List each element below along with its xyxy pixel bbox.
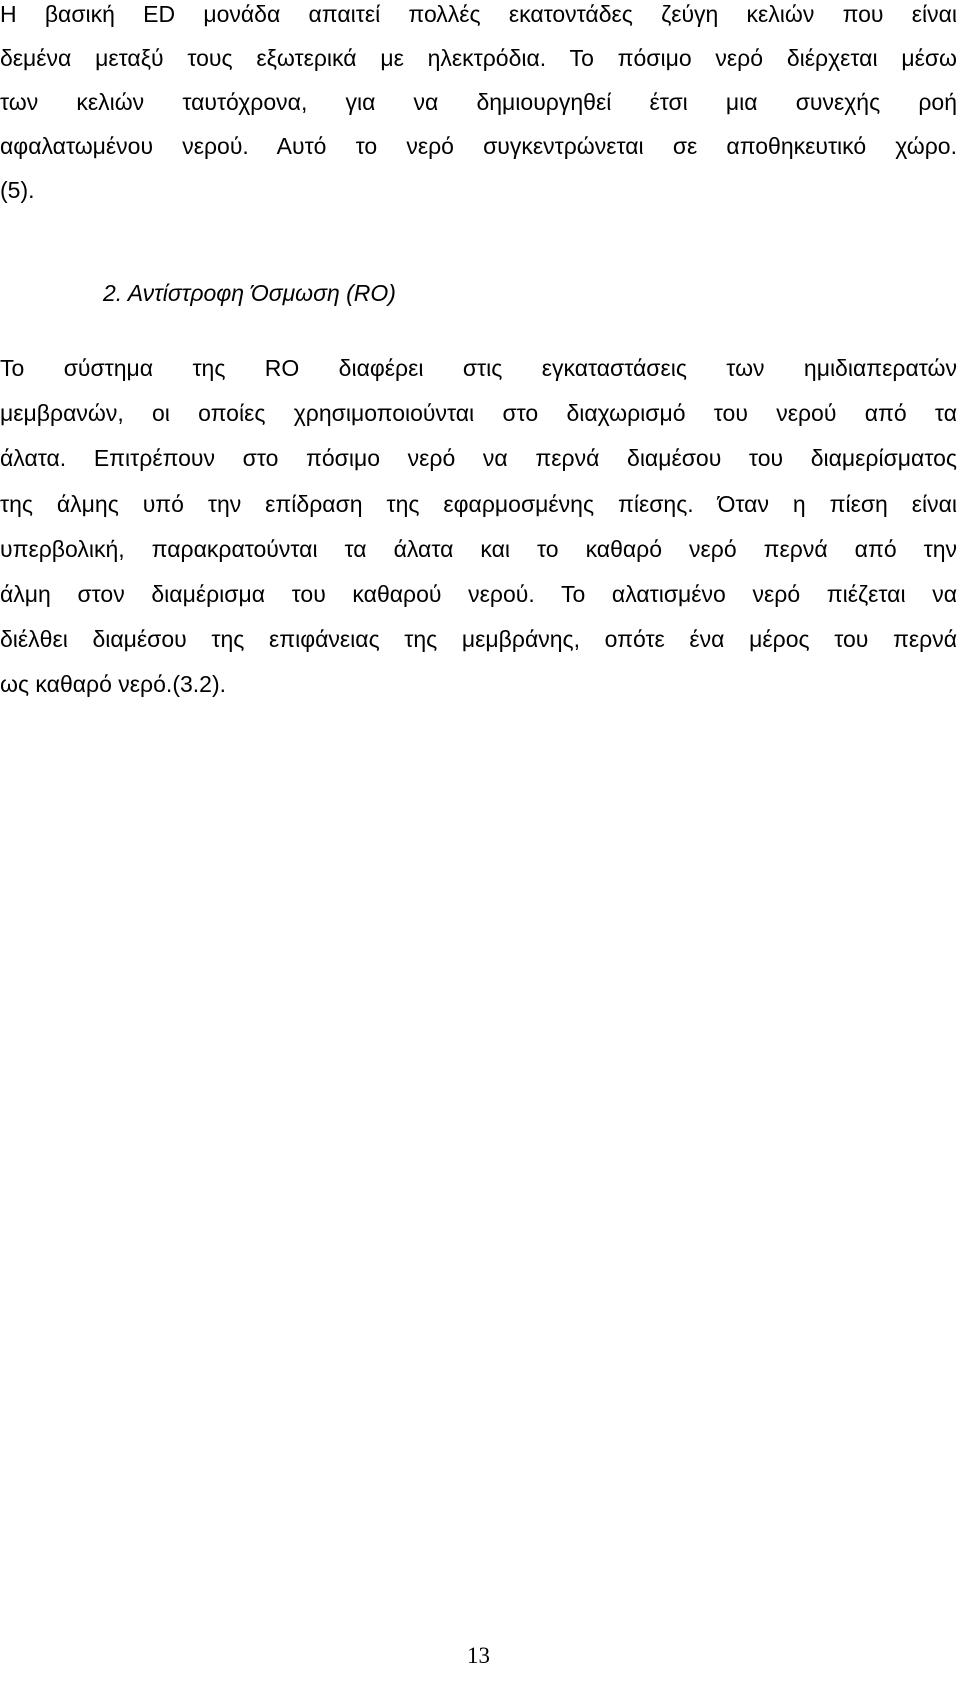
- text-line: μεμβρανών, οι οποίες χρησιμοποιούνται στο διαχωρισμό του νερού από τα: [0, 400, 957, 427]
- text-line: Η βασική ED μονάδα απαιτεί πολλές εκατοντάδες ζεύγη κελιών που είναι: [0, 1, 957, 27]
- text-line: άλμη στον διαμέρισμα του καθαρού νερού. Το αλατισμένο νερό πιέζεται να: [0, 581, 957, 608]
- text-line: υπερβολική, παρακρατούνται τα άλατα και το καθαρό νερό περνά από την: [0, 535, 957, 562]
- section-heading: 2. Αντίστροφη Όσμωση (RO): [103, 280, 396, 306]
- text-line: Το σύστημα της RO διαφέρει στις εγκαταστάσεις των ημιδιαπερατών: [0, 355, 957, 381]
- text-line: ως καθαρό νερό.(3.2).: [0, 671, 227, 698]
- text-line: άλατα. Επιτρέπουν στο πόσιμο νερό να περνά διαμέσου του διαμερίσματος: [0, 445, 957, 472]
- page-number: 13: [467, 1643, 490, 1668]
- text-line: αφαλατωμένου νερού. Αυτό το νερό συγκεντρώνεται σε αποθηκευτικό χώρο.: [0, 133, 957, 159]
- text-line: (5).: [0, 177, 35, 203]
- paragraph-reverse-osmosis: [0, 346, 957, 708]
- text-line: των κελιών ταυτόχρονα, για να δημιουργηθεί έτσι μια συνεχής ροή: [0, 89, 957, 115]
- text-line: δεμένα μεταξύ τους εξωτερικά με ηλεκτρόδια. Το πόσιμο νερό διέρχεται μέσω: [0, 45, 957, 71]
- paragraph-ed-unit: [0, 0, 957, 212]
- text-line: διέλθει διαμέσου της επιφάνειας της μεμβράνης, οπότε ένα μέρος του περνά: [0, 626, 957, 653]
- text-line: της άλμης υπό την επίδραση της εφαρμοσμένης πίεσης. Όταν η πίεση είναι: [0, 490, 957, 517]
